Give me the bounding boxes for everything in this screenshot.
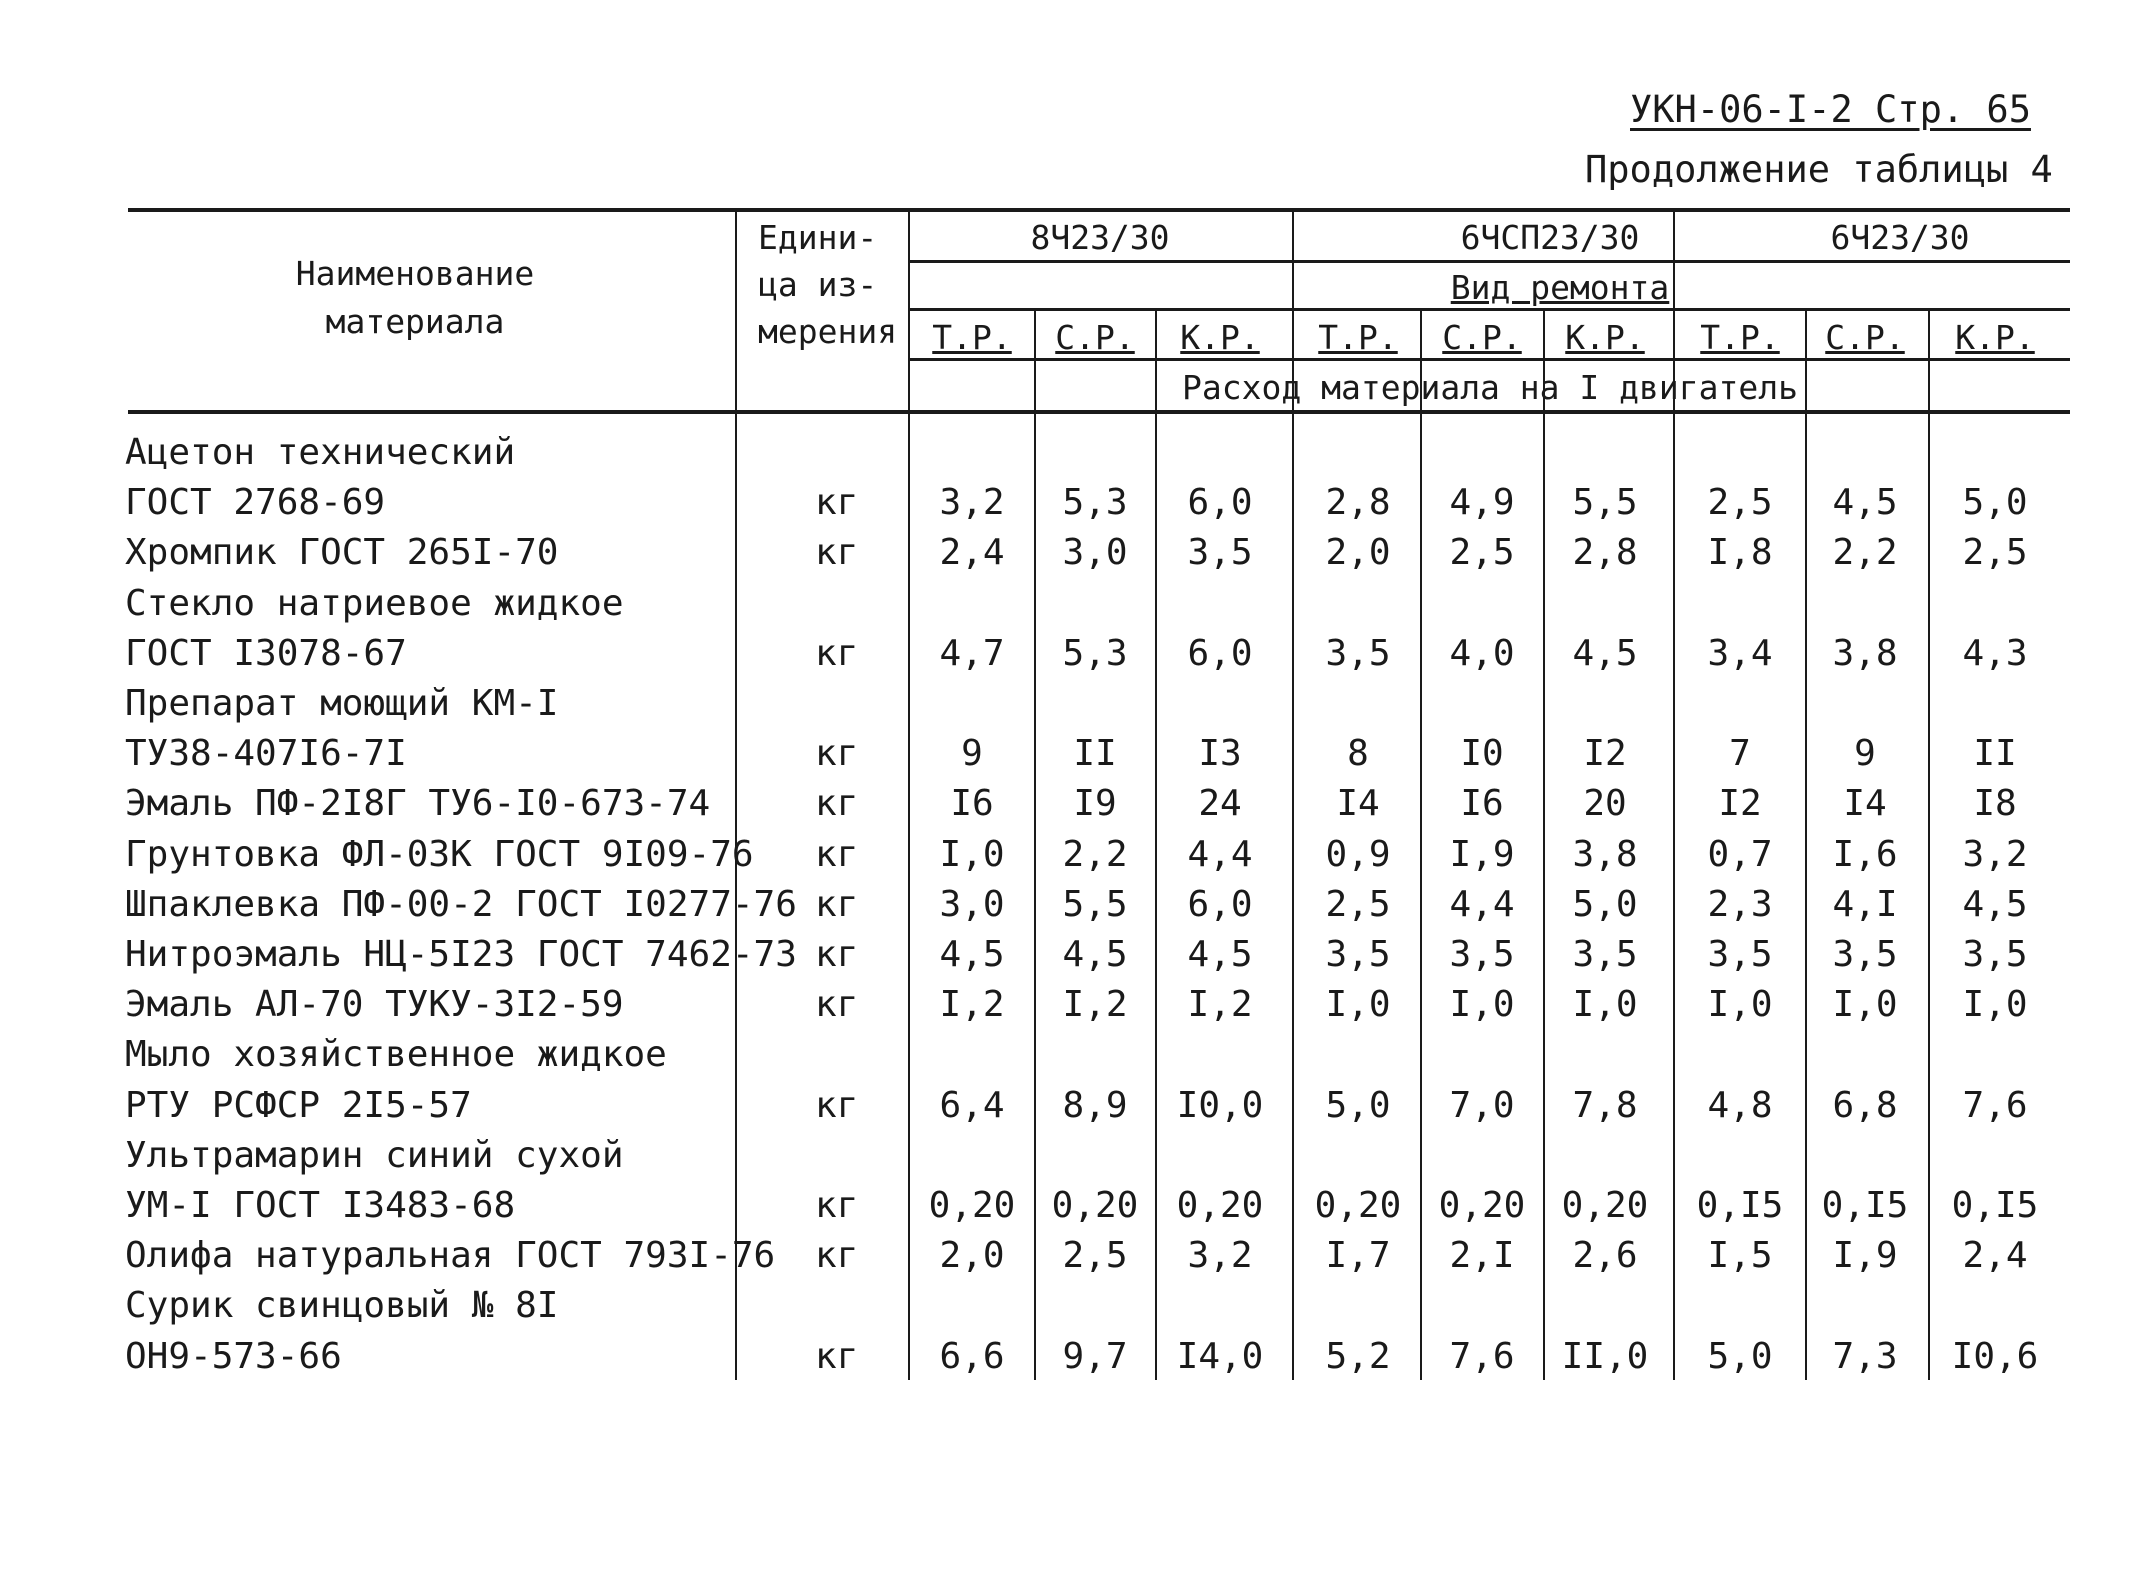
consumption-value: I4 bbox=[1336, 783, 1380, 824]
consumption-value: 3,0 bbox=[939, 884, 1005, 925]
consumption-value: 4,5 bbox=[1062, 934, 1128, 975]
repair-type-header: Вид ремонта bbox=[1450, 268, 1670, 307]
material-name: Ультрамарин синий сухой bbox=[125, 1135, 624, 1176]
consumption-value: 0,I5 bbox=[1951, 1185, 2039, 1226]
consumption-value: 3,4 bbox=[1707, 633, 1773, 674]
consumption-value: 4,5 bbox=[939, 934, 1005, 975]
consumption-value: 3,5 bbox=[1962, 934, 2028, 975]
consumption-value: I6 bbox=[950, 783, 994, 824]
consumption-value: 7,3 bbox=[1832, 1336, 1898, 1377]
unit-value: кг bbox=[815, 1185, 859, 1226]
consumption-value: 0,I5 bbox=[1821, 1185, 1909, 1226]
engine-group-rule bbox=[910, 260, 2070, 263]
consumption-value: 4,7 bbox=[939, 633, 1005, 674]
material-name: ГОСТ I3078-67 bbox=[125, 633, 407, 674]
consumption-value: 3,2 bbox=[1962, 834, 2028, 875]
consumption-value: I0 bbox=[1460, 733, 1504, 774]
consumption-value: 2,0 bbox=[1325, 532, 1391, 573]
unit-values-divider bbox=[908, 210, 910, 1380]
unit-value: кг bbox=[815, 633, 859, 674]
consumption-value: 2,2 bbox=[1832, 532, 1898, 573]
consumption-value: I,0 bbox=[1707, 984, 1773, 1025]
consumption-value: 3,5 bbox=[1707, 934, 1773, 975]
material-name: Хромпик ГОСТ 265I-70 bbox=[125, 532, 559, 573]
material-name: Шпаклевка ПФ-00-2 ГОСТ I0277-76 bbox=[125, 884, 797, 925]
subcol-divider bbox=[1034, 310, 1036, 1380]
consumption-value: II bbox=[1073, 733, 1117, 774]
unit-value: кг bbox=[815, 934, 859, 975]
consumption-value: 24 bbox=[1198, 783, 1242, 824]
consumption-value: 6,8 bbox=[1832, 1085, 1898, 1126]
consumption-value: 2,5 bbox=[1707, 482, 1773, 523]
document-code: УКН-06-I-2 Стр. 65 bbox=[1630, 88, 2031, 131]
consumption-value: I,8 bbox=[1707, 532, 1773, 573]
material-name: Стекло натриевое жидкое bbox=[125, 583, 624, 624]
consumption-value: 8 bbox=[1347, 733, 1369, 774]
material-name: Мыло хозяйственное жидкое bbox=[125, 1034, 667, 1075]
consumption-value: 3,5 bbox=[1325, 934, 1391, 975]
consumption-value: 5,5 bbox=[1572, 482, 1638, 523]
consumption-value: 0,20 bbox=[1561, 1185, 1649, 1226]
consumption-value: I8 bbox=[1973, 783, 2017, 824]
material-name: Сурик свинцовый № 8I bbox=[125, 1285, 559, 1326]
consumption-value: 3,2 bbox=[939, 482, 1005, 523]
consumption-value: 2,5 bbox=[1449, 532, 1515, 573]
consumption-value: 9 bbox=[961, 733, 983, 774]
consumption-value: I,0 bbox=[1962, 984, 2028, 1025]
consumption-value: 3,0 bbox=[1062, 532, 1128, 573]
consumption-value: 3,5 bbox=[1449, 934, 1515, 975]
consumption-value: I,0 bbox=[939, 834, 1005, 875]
consumption-value: 0,20 bbox=[1176, 1185, 1264, 1226]
column-header-unit: Едини- ца из- мерения bbox=[758, 218, 898, 351]
table-top-rule bbox=[128, 208, 2070, 212]
consumption-value: 6,4 bbox=[939, 1085, 1005, 1126]
consumption-value: 4,8 bbox=[1707, 1085, 1773, 1126]
material-name: Олифа натуральная ГОСТ 793I-76 bbox=[125, 1235, 776, 1276]
unit-value: кг bbox=[815, 884, 859, 925]
consumption-value: 6,0 bbox=[1187, 884, 1253, 925]
consumption-value: 2,4 bbox=[1962, 1235, 2028, 1276]
consumption-value: I,0 bbox=[1325, 984, 1391, 1025]
consumption-value: 20 bbox=[1583, 783, 1627, 824]
unit-value: кг bbox=[815, 482, 859, 523]
consumption-value: I,9 bbox=[1449, 834, 1515, 875]
table-continuation-caption: Продолжение таблицы 4 bbox=[1585, 148, 2053, 191]
consumption-value: I6 bbox=[1460, 783, 1504, 824]
consumption-value: 0,7 bbox=[1707, 834, 1773, 875]
consumption-value: I,5 bbox=[1707, 1235, 1773, 1276]
subcol-divider bbox=[1805, 310, 1807, 1380]
engine-group-header: 6Ч23/30 bbox=[1830, 218, 1970, 257]
unit-value: кг bbox=[815, 984, 859, 1025]
consumption-value: 6,0 bbox=[1187, 482, 1253, 523]
consumption-value: 0,I5 bbox=[1696, 1185, 1784, 1226]
subcol-divider bbox=[1543, 310, 1545, 1380]
consumption-value: I,0 bbox=[1449, 984, 1515, 1025]
unit-value: кг bbox=[815, 1336, 859, 1377]
material-name: Грунтовка ФЛ-03К ГОСТ 9I09-76 bbox=[125, 834, 754, 875]
consumption-value: I2 bbox=[1583, 733, 1627, 774]
material-name: РТУ РСФСР 2I5-57 bbox=[125, 1085, 472, 1126]
consumption-value: 7,6 bbox=[1962, 1085, 2028, 1126]
subcol-divider bbox=[1420, 310, 1422, 1380]
consumption-value: 2,0 bbox=[939, 1235, 1005, 1276]
material-name: ОН9-573-66 bbox=[125, 1336, 342, 1377]
repair-type-abbrev: С.Р. bbox=[1825, 318, 1905, 357]
subcol-divider bbox=[1155, 310, 1157, 1380]
consumption-value: I,2 bbox=[1187, 984, 1253, 1025]
repair-type-abbrev: С.Р. bbox=[1055, 318, 1135, 357]
repair-type-abbrev: Т.Р. bbox=[1318, 318, 1398, 357]
consumption-value: 3,5 bbox=[1325, 633, 1391, 674]
consumption-value: I,2 bbox=[939, 984, 1005, 1025]
unit-value: кг bbox=[815, 733, 859, 774]
consumption-value: 2,8 bbox=[1325, 482, 1391, 523]
consumption-value: 3,5 bbox=[1572, 934, 1638, 975]
consumption-value: II bbox=[1973, 733, 2017, 774]
consumption-value: 8,9 bbox=[1062, 1085, 1128, 1126]
consumption-value: I2 bbox=[1718, 783, 1762, 824]
repair-type-abbrev: Т.Р. bbox=[1700, 318, 1780, 357]
unit-value: кг bbox=[815, 532, 859, 573]
consumption-value: 7,6 bbox=[1449, 1336, 1515, 1377]
consumption-value: 4,I bbox=[1832, 884, 1898, 925]
repair-type-rule bbox=[910, 308, 2070, 311]
column-header-name: Наименование материала bbox=[295, 254, 535, 341]
consumption-value: I,9 bbox=[1832, 1235, 1898, 1276]
consumption-header: Расход материала на I двигатель bbox=[1182, 368, 1798, 407]
consumption-value: I,2 bbox=[1062, 984, 1128, 1025]
consumption-value: 7,8 bbox=[1572, 1085, 1638, 1126]
consumption-value: 4,4 bbox=[1449, 884, 1515, 925]
material-name: ГОСТ 2768-69 bbox=[125, 482, 386, 523]
consumption-value: 0,20 bbox=[928, 1185, 1016, 1226]
consumption-value: 4,3 bbox=[1962, 633, 2028, 674]
repair-type-abbrev: К.Р. bbox=[1565, 318, 1645, 357]
consumption-value: I4 bbox=[1843, 783, 1887, 824]
consumption-value: I,7 bbox=[1325, 1235, 1391, 1276]
consumption-value: 0,20 bbox=[1051, 1185, 1139, 1226]
consumption-value: 4,5 bbox=[1572, 633, 1638, 674]
consumption-value: I,0 bbox=[1832, 984, 1898, 1025]
consumption-value: 4,4 bbox=[1187, 834, 1253, 875]
consumption-value: 6,0 bbox=[1187, 633, 1253, 674]
header-bottom-rule bbox=[128, 410, 2070, 414]
repair-type-abbrev: С.Р. bbox=[1442, 318, 1522, 357]
consumption-value: I9 bbox=[1073, 783, 1117, 824]
consumption-value: 4,9 bbox=[1449, 482, 1515, 523]
engine-group-header: 6ЧСП23/30 bbox=[1460, 218, 1640, 257]
consumption-value: 3,8 bbox=[1572, 834, 1638, 875]
consumption-value: 2,5 bbox=[1325, 884, 1391, 925]
consumption-value: 4,0 bbox=[1449, 633, 1515, 674]
consumption-value: I,6 bbox=[1832, 834, 1898, 875]
repair-type-abbrev: К.Р. bbox=[1955, 318, 2035, 357]
consumption-value: 9 bbox=[1854, 733, 1876, 774]
consumption-value: 3,5 bbox=[1187, 532, 1253, 573]
consumption-value: I3 bbox=[1198, 733, 1242, 774]
consumption-value: 5,0 bbox=[1572, 884, 1638, 925]
consumption-value: 5,0 bbox=[1325, 1085, 1391, 1126]
consumption-value: 2,4 bbox=[939, 532, 1005, 573]
engine-group-header: 8Ч23/30 bbox=[1030, 218, 1170, 257]
consumption-value: II,0 bbox=[1561, 1336, 1649, 1377]
consumption-value: 5,2 bbox=[1325, 1336, 1391, 1377]
material-name: Эмаль ПФ-2I8Г ТУ6-I0-673-74 bbox=[125, 783, 711, 824]
material-name: Ацетон технический bbox=[125, 432, 516, 473]
consumption-value: 5,0 bbox=[1962, 482, 2028, 523]
consumption-value: 7 bbox=[1729, 733, 1751, 774]
material-name: УМ-I ГОСТ I3483-68 bbox=[125, 1185, 516, 1226]
subcol-divider bbox=[1928, 310, 1930, 1380]
consumption-value: 3,5 bbox=[1832, 934, 1898, 975]
consumption-value: 9,7 bbox=[1062, 1336, 1128, 1377]
consumption-value: 2,8 bbox=[1572, 532, 1638, 573]
repair-type-abbrev: Т.Р. bbox=[932, 318, 1012, 357]
consumption-value: 6,6 bbox=[939, 1336, 1005, 1377]
consumption-value: I4,0 bbox=[1176, 1336, 1264, 1377]
unit-value: кг bbox=[815, 834, 859, 875]
material-name: Нитроэмаль НЦ-5I23 ГОСТ 7462-73 bbox=[125, 934, 797, 975]
material-name: Препарат моющий КМ-I bbox=[125, 683, 559, 724]
consumption-value: 3,2 bbox=[1187, 1235, 1253, 1276]
material-name: ТУ38-407I6-7I bbox=[125, 733, 407, 774]
consumption-value: 0,9 bbox=[1325, 834, 1391, 875]
consumption-value: I0,0 bbox=[1176, 1085, 1264, 1126]
name-unit-divider bbox=[735, 210, 737, 1380]
consumption-value: 4,5 bbox=[1187, 934, 1253, 975]
consumption-value: I,0 bbox=[1572, 984, 1638, 1025]
unit-value: кг bbox=[815, 783, 859, 824]
consumption-value: 3,8 bbox=[1832, 633, 1898, 674]
consumption-value: 2,6 bbox=[1572, 1235, 1638, 1276]
consumption-value: 5,5 bbox=[1062, 884, 1128, 925]
material-name: Эмаль АЛ-70 ТУКУ-3I2-59 bbox=[125, 984, 624, 1025]
consumption-value: 2,I bbox=[1449, 1235, 1515, 1276]
repair-type-abbrev: К.Р. bbox=[1180, 318, 1260, 357]
consumption-value: 7,0 bbox=[1449, 1085, 1515, 1126]
consumption-value: 2,5 bbox=[1062, 1235, 1128, 1276]
consumption-value: 2,3 bbox=[1707, 884, 1773, 925]
consumption-value: 5,0 bbox=[1707, 1336, 1773, 1377]
unit-value: кг bbox=[815, 1235, 859, 1276]
consumption-value: I0,6 bbox=[1951, 1336, 2039, 1377]
consumption-value: 4,5 bbox=[1962, 884, 2028, 925]
consumption-value: 0,20 bbox=[1438, 1185, 1526, 1226]
repair-abbrev-rule bbox=[910, 358, 2070, 361]
consumption-value: 5,3 bbox=[1062, 482, 1128, 523]
consumption-value: 5,3 bbox=[1062, 633, 1128, 674]
consumption-value: 4,5 bbox=[1832, 482, 1898, 523]
consumption-value: 0,20 bbox=[1314, 1185, 1402, 1226]
consumption-value: 2,2 bbox=[1062, 834, 1128, 875]
consumption-value: 2,5 bbox=[1962, 532, 2028, 573]
unit-value: кг bbox=[815, 1085, 859, 1126]
